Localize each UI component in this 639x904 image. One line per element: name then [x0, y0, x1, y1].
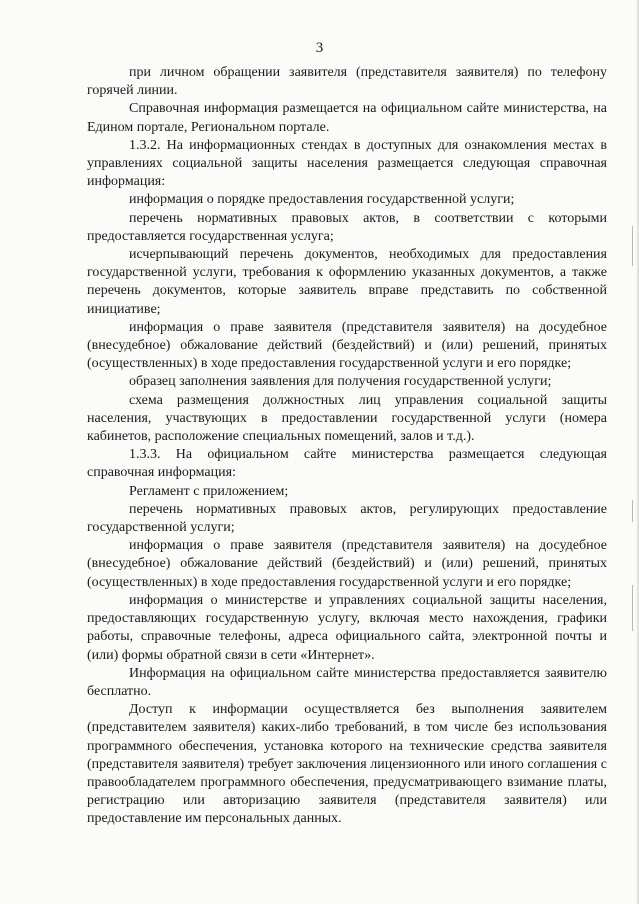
list-item-procedure-info: информация о порядке предоставления государственной услуги;	[129, 192, 515, 208]
paragraph-1-3-3: 1.3.3. На официальном сайте министерства размещается следующая справочная информация:	[87, 447, 607, 481]
scan-artifact	[632, 500, 633, 522]
list-item-officials-layout: схема размещения должностных лиц управления социальной защиты населения, участвующих в предоставлении государственной услуги (номера кабинетов, расположение специальных помещений, залов и т.д.).	[87, 392, 607, 445]
scan-artifact	[632, 226, 633, 266]
paragraph-hotline: при личном обращении заявителя (представителя заявителя) по телефону горячей линии.	[87, 65, 607, 99]
document-body	[87, 64, 607, 829]
paragraph-1-3-2: 1.3.2. На информационных стендах в доступных для ознакомления местах в управлениях социальной защиты населения размещается следующая справочная информация:	[87, 137, 607, 190]
list-item-documents-list: исчерпывающий перечень документов, необходимых для предоставления государственной услуги, требования к оформлению указанных документов, а также перечень документов, которые заявитель вправе представить по собственной инициативе;	[87, 247, 607, 317]
list-item-application-sample: образец заполнения заявления для получения государственной услуги;	[129, 374, 552, 390]
list-item-appeal-rights-site: информация о праве заявителя (представителя заявителя) на досудебное (внесудебное) обжалование действий (бездействий) и (или) решений, принятых (осуществленных) в ходе предоставления государственной услуги и его порядке;	[87, 538, 607, 590]
paragraph-reference-info-placement: Справочная информация размещается на официальном сайте министерства, на Едином портале, Региональном портале.	[87, 101, 607, 135]
list-item-ministry-info: информация о министерстве и управлениях социальной защиты населения, предоставляющих государственную услугу, включая место нахождения, графики работы, справочные телефоны, адреса официального сайта, электронной почты и (или) формы обратной связи в сети «Интернет».	[87, 592, 607, 663]
list-item-regulating-acts: перечень нормативных правовых актов, регулирующих предоставление государственной услуги;	[87, 501, 607, 536]
list-item-legal-acts: перечень нормативных правовых актов, в соответствии с которыми предоставляется государственная услуга;	[87, 210, 607, 244]
scan-artifact	[632, 585, 633, 631]
list-item-appeal-rights: информация о праве заявителя (представителя заявителя) на досудебное (внесудебное) обжалование действий (бездействий) и (или) решений, принятых (осуществленных) в ходе предоставления государственной услуги и его порядке;	[87, 319, 607, 372]
list-item-regulation: Регламент с приложением;	[129, 483, 289, 499]
paragraph-free-info: Информация на официальном сайте министерства предоставляется заявителю бесплатно.	[87, 665, 607, 699]
paragraph-access-conditions: Доступ к информации осуществляется без выполнения заявителем (представителем заявителя) каких-либо требований, в том числе без использования программного обеспечения, установка которого на технические средства заявителя (представителя заявителя) требует заключения лицензионного или иного соглашения с правообладателем программного обеспечения, предусматривающего взимание платы, регистрацию или авторизацию заявителя (представителя заявителя) или предоставление им персональных данных.	[87, 702, 607, 827]
page-number: 3	[315, 40, 324, 56]
